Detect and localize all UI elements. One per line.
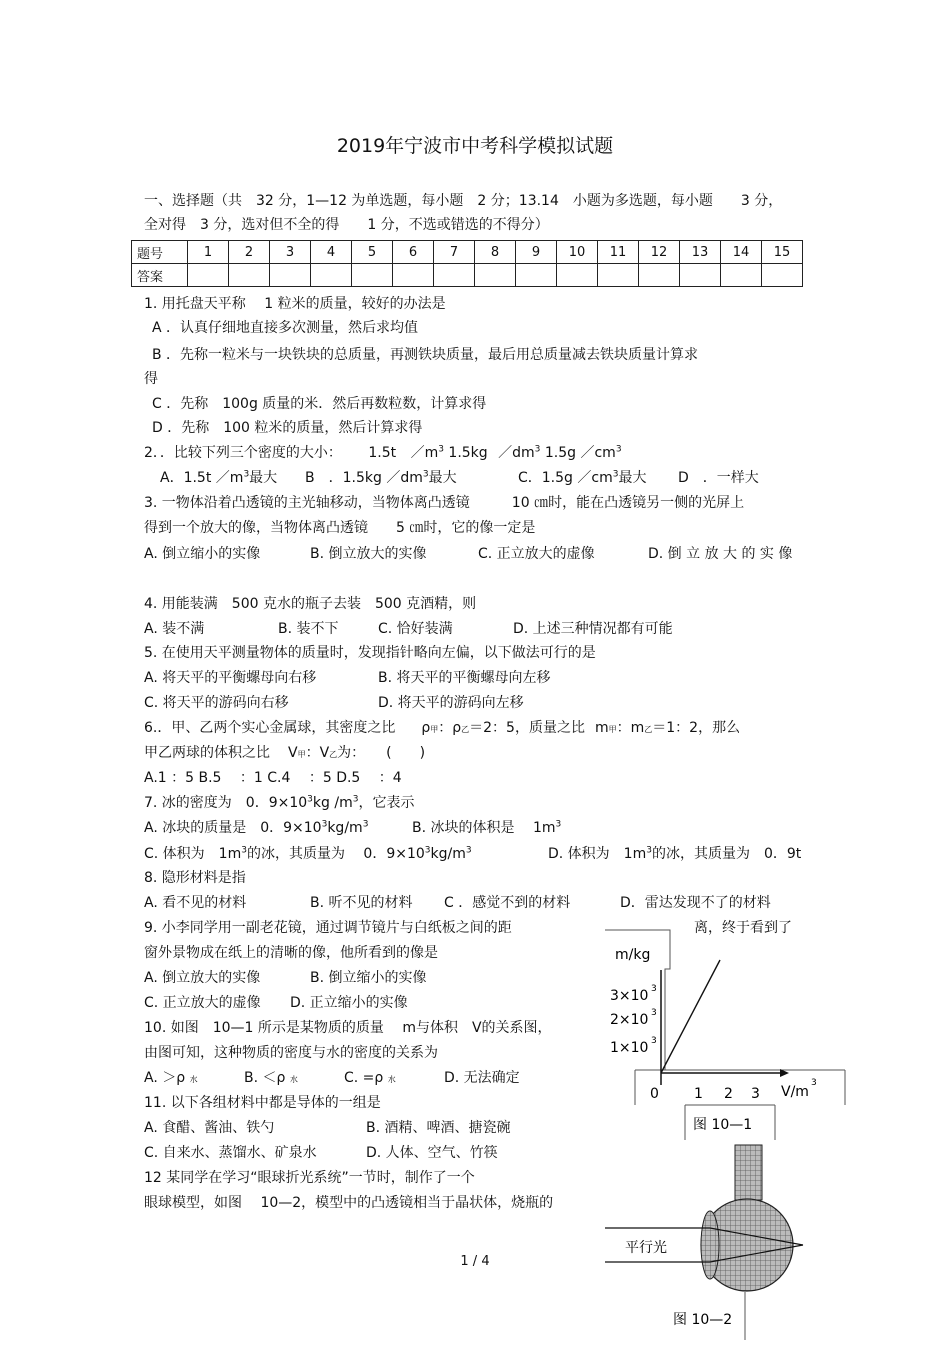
- table-cell-number: 1: [188, 241, 229, 264]
- q6-rho: ρ: [421, 720, 431, 736]
- page-number: 1 / 4: [460, 1254, 490, 1269]
- q1-option-b: B ．先称一粒米与一块铁块的总质量，再测铁块质量，最后用总质量减去铁块质量计算求: [152, 347, 699, 363]
- table-cell-number: 4: [311, 241, 352, 264]
- q2-option-b-sup: 3: [422, 469, 429, 480]
- parallel-light-label: 平行光: [625, 1240, 667, 1256]
- q7-c-unit: kg/m: [430, 846, 466, 862]
- answer-cell[interactable]: [393, 264, 434, 287]
- q3-option-d: D. 倒 立 放 大 的 实 像: [648, 546, 793, 562]
- y-tick-3: 3×10: [610, 988, 649, 1004]
- q6-m-2: ：m: [616, 720, 645, 736]
- q10-c-sub: 水: [387, 1075, 396, 1084]
- q2-stem: [144, 444, 622, 462]
- q2-option-c: [518, 469, 646, 487]
- q2-option-b-end: 最大: [428, 470, 457, 486]
- q2-option-c-sup: 3: [612, 469, 619, 480]
- table-cell-number: 11: [598, 241, 639, 264]
- q10-option-b: [244, 1069, 298, 1089]
- q6-l1-end: ＝1：2，那么: [652, 720, 741, 736]
- q3-line-2: 得到一个放大的像，当物体离凸透镜 5 ㎝时，它的像一定是: [144, 520, 536, 536]
- q4-option-a: A. 装不满: [144, 621, 205, 637]
- table-cell-number: 10: [557, 241, 598, 264]
- q2-option-c-end: 最大: [618, 470, 647, 486]
- q6-m: m: [594, 720, 609, 736]
- q8-option-b: B. 听不见的材料: [310, 895, 413, 911]
- q2-option-a: [160, 469, 277, 487]
- q7-a-unit: kg/m: [327, 820, 363, 836]
- figure-10-1-caption: 图 10—1: [693, 1117, 753, 1133]
- q2-unit-3-sup: 3: [615, 444, 622, 455]
- q7-sup-1: 3: [307, 794, 313, 805]
- q7-stem-c: ，它表示: [358, 795, 415, 811]
- q4-option-d: D. 上述三种情况都有可能: [513, 621, 673, 637]
- q7-c-sup-2: 3: [424, 845, 431, 856]
- q10-c-text: C. =ρ: [344, 1070, 384, 1086]
- q6-v: V: [288, 745, 298, 761]
- q8-option-a: A. 看不见的材料: [144, 895, 247, 911]
- q7-option-b: [412, 819, 561, 837]
- q10-a-text: A. ＞ρ: [144, 1070, 186, 1086]
- q7-b-sup: 3: [555, 819, 562, 830]
- q9-option-d: D. 正立缩小的实像: [290, 995, 408, 1011]
- q7-c-mid: 的冰，其质量为 0．9×10: [246, 846, 425, 862]
- q10-b-sub: 水: [289, 1075, 298, 1084]
- q2-value-2: 1.5kg: [448, 445, 488, 461]
- answer-cell[interactable]: [639, 264, 680, 287]
- q2-option-a-unit: ／m: [215, 470, 244, 486]
- q11-option-c: C. 自来水、蒸馏水、矿泉水: [144, 1145, 317, 1161]
- q2-option-b-value: B ．1.5kg: [305, 470, 382, 486]
- q6-line-2: [144, 744, 425, 764]
- q7-c-sup: 3: [241, 845, 247, 856]
- q4-stem: 4. 用能装满 500 克水的瓶子去装 500 克酒精，则: [144, 596, 477, 612]
- answer-cell[interactable]: [721, 264, 762, 287]
- q10-option-d: D. 无法确定: [444, 1070, 520, 1086]
- q6-sub-5: 甲: [297, 750, 306, 759]
- q2-option-d: D ．一样大: [678, 470, 759, 486]
- q2-value-1: 1.5t: [368, 445, 397, 461]
- answer-table: [131, 240, 803, 287]
- y-tick-2-sup: 3: [651, 1008, 657, 1018]
- q10-b-text: B. ＜ρ: [244, 1070, 286, 1086]
- q12-line-2: 眼球模型，如图 10—2，模型中的凸透镜相当于晶状体，烧瓶的: [144, 1195, 554, 1211]
- table-cell-number: 5: [352, 241, 393, 264]
- answer-cell[interactable]: [475, 264, 516, 287]
- q7-sup-2: 3: [352, 794, 359, 805]
- table-cell-number: 13: [680, 241, 721, 264]
- answer-table-number-row: [132, 241, 803, 264]
- q6-options: A.1 ：5 B.5 ：1 C.4 ：5 D.5 ：4: [144, 770, 402, 786]
- q1-option-d: D ．先称 100 粒米的质量，然后计算求得: [152, 420, 423, 436]
- q8-stem: 8. 隐形材料是指: [144, 870, 246, 886]
- answer-cell[interactable]: [557, 264, 598, 287]
- q5-stem: 5. 在使用天平测量物体的质量时，发现指针略向左偏，以下做法可行的是: [144, 645, 596, 661]
- q11-stem: 11. 以下各组材料中都是导体的一组是: [144, 1095, 381, 1111]
- q7-c-text: C. 体积为 1m: [144, 846, 242, 862]
- q11-option-b: B. 酒精、啤酒、搪瓷碗: [366, 1120, 511, 1136]
- answer-cell[interactable]: [598, 264, 639, 287]
- answer-cell[interactable]: [270, 264, 311, 287]
- q11-option-a: A. 食醋、酱油、铁勺: [144, 1120, 275, 1136]
- x-tick-3: 3: [751, 1086, 760, 1102]
- page-title: 2019年宁波市中考科学模拟试题: [336, 135, 614, 157]
- section-instructions-2: 全对得 3 分，选对但不全的得 1 分，不选或错选的不得分）: [144, 217, 549, 233]
- q10-option-c: [344, 1069, 396, 1089]
- q2-option-b-unit: ／dm: [386, 470, 423, 486]
- q3-option-c: C. 正立放大的虚像: [478, 546, 595, 562]
- answer-cell[interactable]: [762, 264, 803, 287]
- q8-option-d: D．雷达发现不了的材料: [620, 895, 771, 911]
- answer-cell[interactable]: [516, 264, 557, 287]
- q7-a-sup: 3: [321, 819, 328, 830]
- table-cell-number: 8: [475, 241, 516, 264]
- q2-option-a-end: 最大: [249, 470, 278, 486]
- q1-option-a: A ．认真仔细地直接多次测量，然后求均值: [152, 320, 419, 336]
- q6-l1-text: 6.．甲、乙两个实心金属球，其密度之比: [144, 720, 396, 736]
- q6-sub-4: 乙: [644, 725, 653, 734]
- q6-sub: 甲: [430, 725, 439, 734]
- q9-option-a: A. 倒立放大的实像: [144, 970, 261, 986]
- x-axis-label: V/m: [781, 1084, 809, 1100]
- q7-stem: [144, 794, 414, 812]
- q6-sub-2: 乙: [461, 725, 470, 734]
- x-tick-2: 2: [724, 1086, 733, 1102]
- q2-option-b: [305, 469, 457, 487]
- q7-c-sup-3: 3: [465, 845, 472, 856]
- y-axis-label: m/kg: [615, 947, 651, 963]
- answer-cell[interactable]: [188, 264, 229, 287]
- q11-option-d: D. 人体、空气、竹筷: [366, 1145, 498, 1161]
- q5-option-d: D. 将天平的游码向左移: [378, 695, 524, 711]
- q6-l1-mid: ＝2：5，质量之比: [469, 720, 585, 736]
- section-instructions-1: 一、选择题（共 32 分，1—12 为单选题，每小题 2 分；13.14 小题为多选题，每小题 3 分，: [144, 193, 783, 209]
- answer-table-answer-row: [132, 264, 803, 287]
- q5-option-b: B. 将天平的平衡螺母向左移: [378, 670, 551, 686]
- q6-l2-text: 甲乙两球的体积之比: [144, 745, 270, 761]
- q2-unit-2-sup: 3: [534, 444, 541, 455]
- figure-10-2-caption: 图 10—2: [673, 1312, 733, 1328]
- q2-unit-1-sup: 3: [438, 444, 444, 455]
- table-header-number: 题号: [132, 241, 188, 264]
- q2-unit-1: ／m: [410, 445, 439, 461]
- q6-v-2: ：V: [305, 745, 330, 761]
- q2-option-a-sup: 3: [243, 469, 250, 480]
- q2-value-3: 1.5g: [544, 445, 577, 461]
- q9-line-1: 9. 小李同学用一副老花镜，通过调节镜片与白纸板之间的距: [144, 920, 512, 936]
- figure-10-1: [595, 925, 855, 1140]
- y-tick-2: 2×10: [610, 1012, 649, 1028]
- q10-a-sub: 水: [189, 1075, 198, 1084]
- table-cell-number: 12: [639, 241, 680, 264]
- q6-l2-end: 为： ( ): [337, 745, 426, 761]
- answer-cell[interactable]: [434, 264, 475, 287]
- q3-line-1: 3. 一物体沿着凸透镜的主光轴移动，当物体离凸透镜 10 ㎝时，能在凸透镜另一侧的光屏上: [144, 495, 745, 511]
- y-tick-1-sup: 3: [651, 1036, 657, 1046]
- q5-option-a: A. 将天平的平衡螺母向右移: [144, 670, 317, 686]
- q7-stem-a: 7. 冰的密度为 0．9×10: [144, 795, 308, 811]
- table-cell-number: 2: [229, 241, 270, 264]
- q6-sub-3: 甲: [608, 725, 617, 734]
- q7-b-text: B. 冰块的体积是 1m: [412, 820, 556, 836]
- q7-d-sup: 3: [646, 845, 652, 856]
- q3-option-a: A. 倒立缩小的实像: [144, 546, 261, 562]
- figure-10-2: [595, 1140, 825, 1340]
- q1-option-c: C ．先称 100g 质量的米．然后再数粒数，计算求得: [152, 396, 487, 412]
- table-cell-number: 9: [516, 241, 557, 264]
- q12-line-1: 12 某同学在学习“眼球折光系统”一节时，制作了一个: [144, 1170, 475, 1186]
- q7-a-text: A. 冰块的质量是 0．9×10: [144, 820, 322, 836]
- y-tick-1: 1×10: [610, 1040, 649, 1056]
- q9-option-c: C. 正立放大的虚像: [144, 995, 261, 1011]
- q10-option-a: [144, 1069, 198, 1089]
- q2-unit-3: ／cm: [580, 445, 616, 461]
- answer-cell[interactable]: [229, 264, 270, 287]
- answer-cell[interactable]: [680, 264, 721, 287]
- q8-option-c: C ．感觉不到的材料: [444, 895, 571, 911]
- q7-option-d: [548, 845, 801, 863]
- q7-d-text: D. 体积为 1m: [548, 846, 647, 862]
- q2-option-c-unit: ／cm: [577, 470, 613, 486]
- q2-unit-2: ／dm: [498, 445, 535, 461]
- q1-option-b-cont: 得: [144, 371, 158, 387]
- q4-option-c: C. 恰好装满: [378, 621, 453, 637]
- y-tick-3-sup: 3: [651, 984, 657, 994]
- q7-d-end: 的冰，其质量为 0．9t: [651, 846, 802, 862]
- table-cell-number: 6: [393, 241, 434, 264]
- q4-option-b: B. 装不下: [278, 621, 339, 637]
- q7-stem-b: kg /m: [312, 795, 353, 811]
- q6-sub-6: 乙: [329, 750, 338, 759]
- q7-a-sup-2: 3: [362, 819, 369, 830]
- q5-option-c: C. 将天平的游码向右移: [144, 695, 289, 711]
- table-cell-number: 3: [270, 241, 311, 264]
- answer-cell[interactable]: [352, 264, 393, 287]
- q2-stem-text: 2．．比较下列三个密度的大小：: [144, 445, 342, 461]
- q1-stem: 1. 用托盘天平称 1 粒米的质量，较好的办法是: [144, 296, 446, 312]
- q2-option-c-value: C．1.5g: [518, 470, 573, 486]
- q9-option-b: B. 倒立缩小的实像: [310, 970, 427, 986]
- table-cell-number: 14: [721, 241, 762, 264]
- q6-rho-2: ：ρ: [438, 720, 462, 736]
- q7-option-c: [144, 845, 472, 863]
- table-header-answer: 答案: [132, 264, 188, 287]
- q3-option-b: B. 倒立放大的实像: [310, 546, 427, 562]
- q6-line-1: [144, 719, 740, 739]
- q9-line-2: 窗外景物成在纸上的清晰的像，他所看到的像是: [144, 945, 438, 961]
- q10-line-2: 由图可知，这种物质的密度与水的密度的关系为: [144, 1045, 438, 1061]
- table-cell-number: 7: [434, 241, 475, 264]
- q10-line-1: 10. 如图 10—1 所示是某物质的质量 m与体积 V的关系图，: [144, 1020, 552, 1036]
- q2-option-a-value: A．1.5t: [160, 470, 212, 486]
- data-line: [661, 960, 720, 1073]
- q7-option-a: [144, 819, 368, 837]
- flask-neck: [735, 1145, 762, 1200]
- x-tick-1: 1: [694, 1086, 703, 1102]
- x-axis-label-sup: 3: [811, 1078, 817, 1088]
- answer-cell[interactable]: [311, 264, 352, 287]
- origin-label: 0: [650, 1086, 659, 1102]
- q9-line-1-right: 离，终于看到了: [694, 920, 792, 936]
- table-cell-number: 15: [762, 241, 803, 264]
